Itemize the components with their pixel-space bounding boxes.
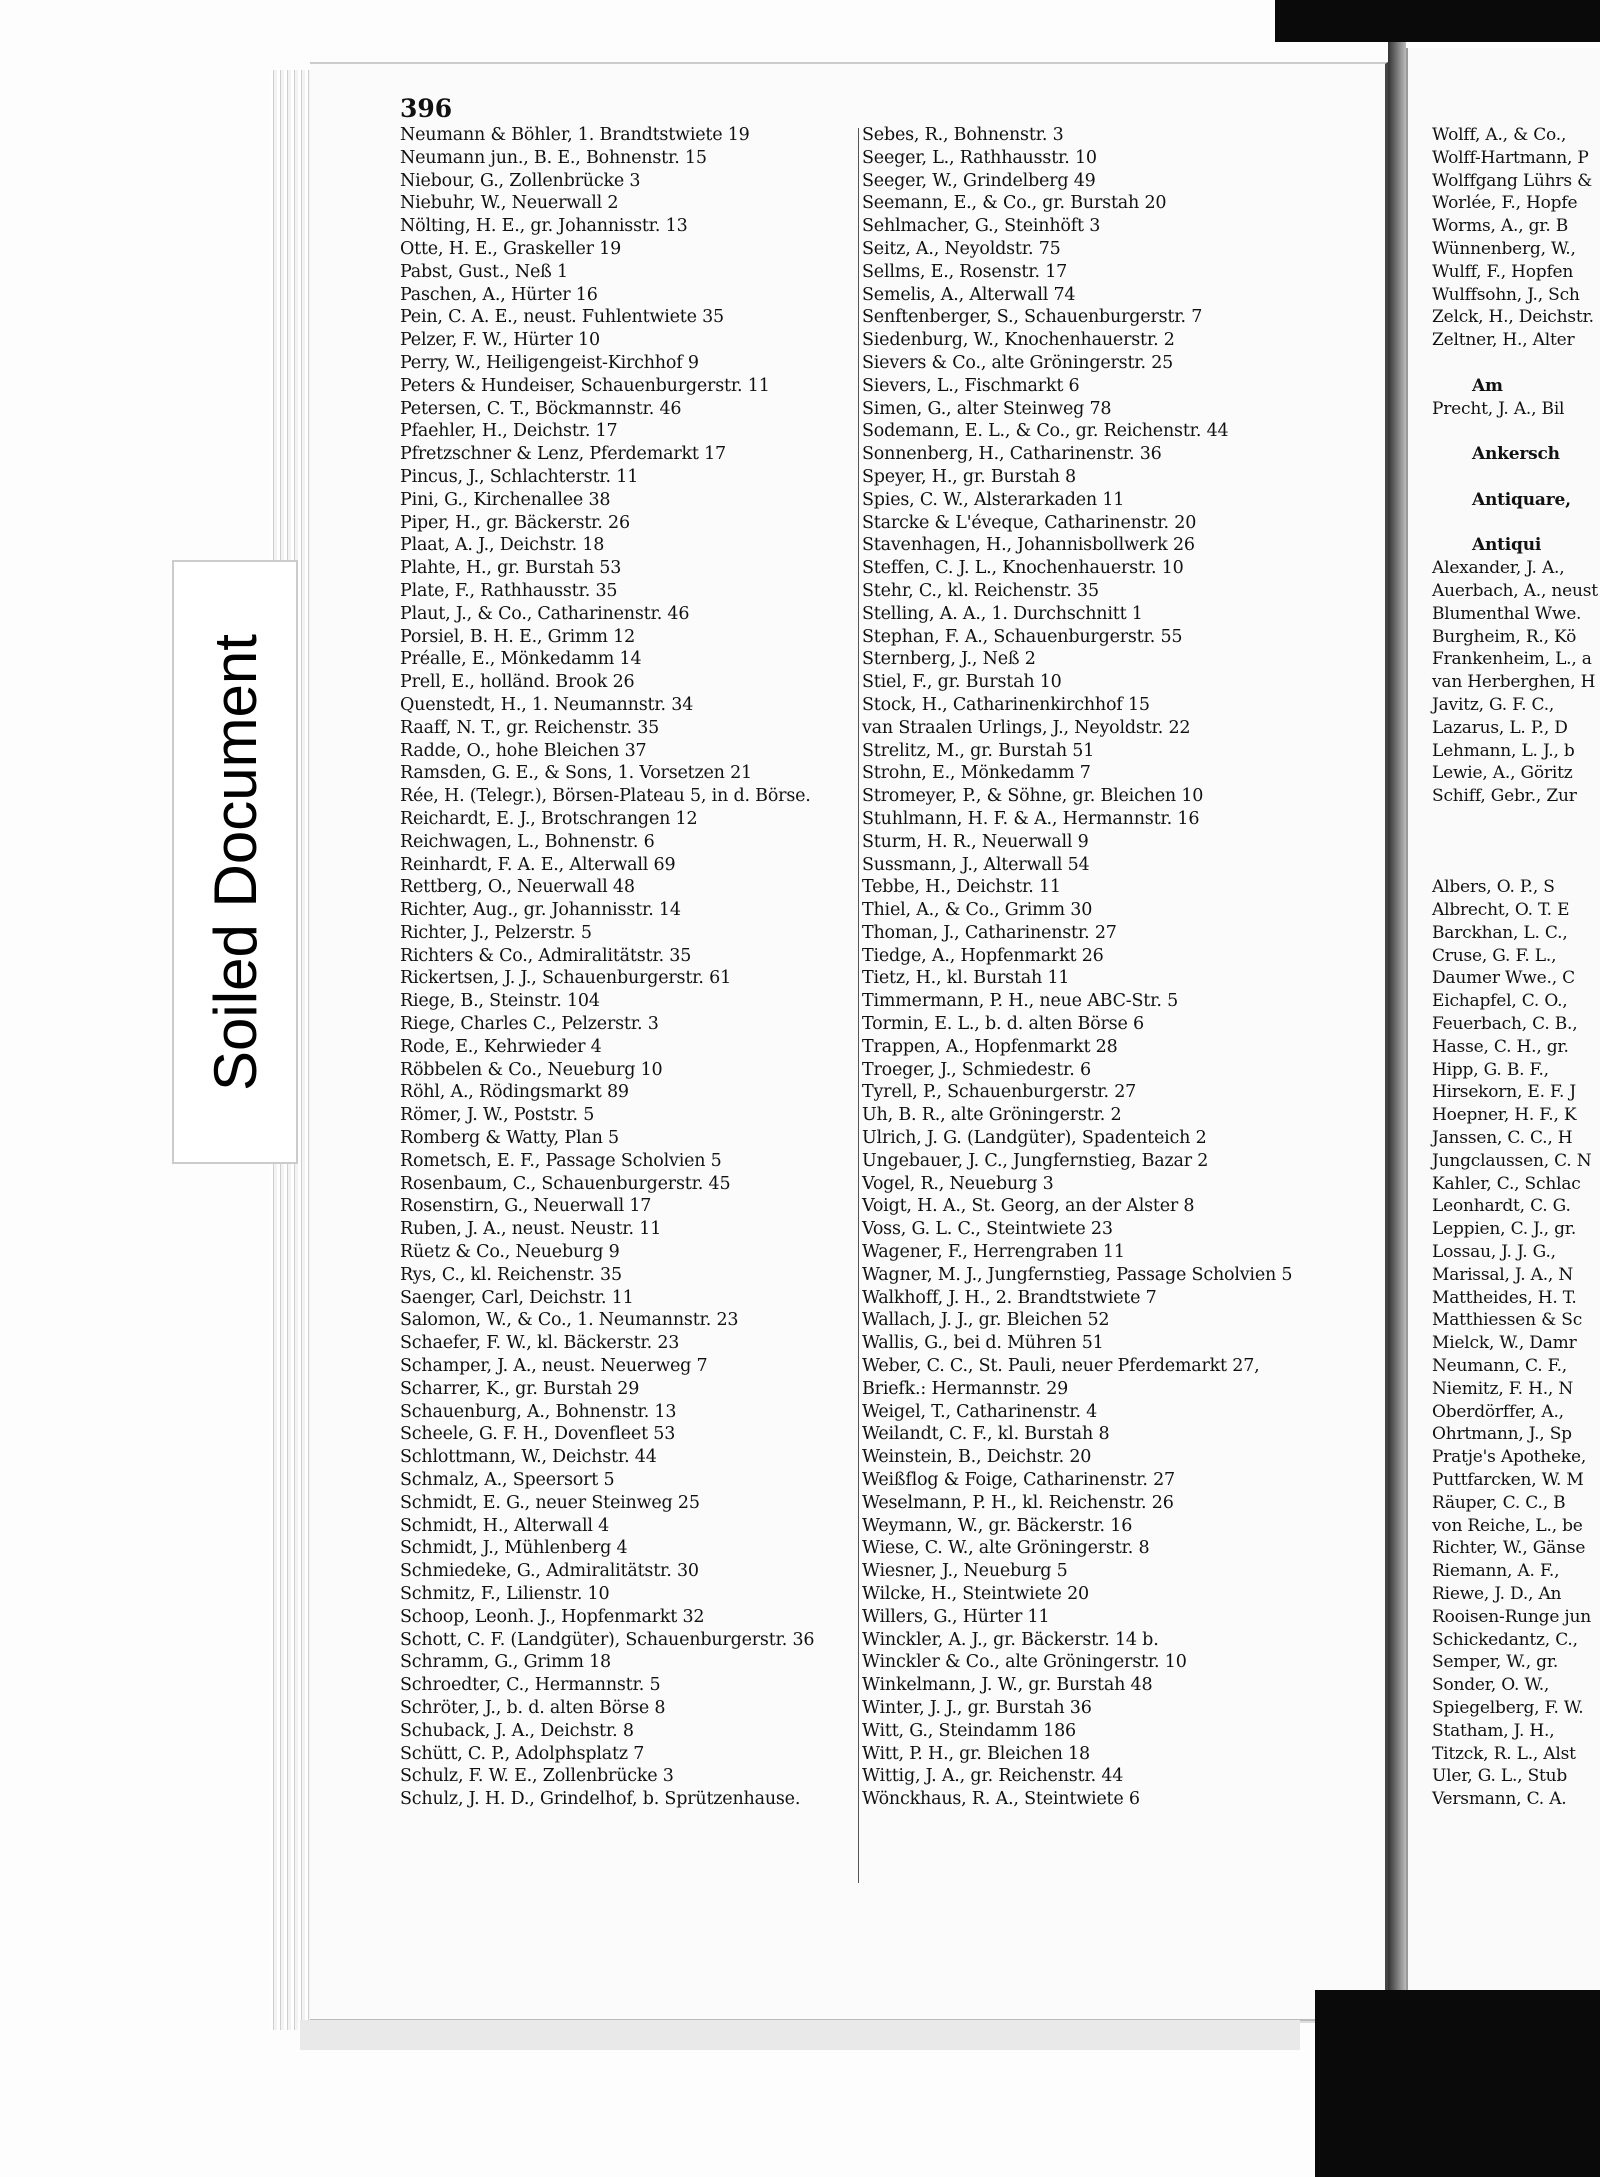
- directory-entry: Riege, Charles C., Pelzerstr. 3: [400, 1014, 659, 1035]
- directory-entry: Lehmann, L. J., b: [1432, 740, 1575, 761]
- directory-entry: Winckler & Co., alte Gröningerstr. 10: [862, 1652, 1187, 1673]
- directory-entry: Niemitz, F. H., N: [1432, 1378, 1573, 1399]
- directory-entry: Plaut, J., & Co., Catharinenstr. 46: [400, 603, 690, 624]
- directory-entry: Neumann & Böhler, 1. Brandtstwiete 19: [400, 125, 750, 145]
- directory-entry: Rosenbaum, C., Schauenburgerstr. 45: [400, 1173, 731, 1194]
- directory-entry: Richter, W., Gänse: [1432, 1538, 1586, 1559]
- directory-entry: Albers, O. P., S: [1432, 877, 1555, 898]
- directory-entry: Perry, W., Heiligengeist-Kirchhof 9: [400, 352, 699, 373]
- directory-entry: Voigt, H. A., St. Georg, an der Alster 8: [862, 1196, 1195, 1217]
- directory-entry: Hasse, C. H., gr.: [1432, 1036, 1569, 1057]
- directory-entry: Uler, G. L., Stub: [1432, 1766, 1568, 1787]
- scan-bottom-shadow: [300, 2020, 1300, 2050]
- directory-entry: Spies, C. W., Alsterarkaden 11: [862, 489, 1125, 510]
- scan-black-border-bottom: [1315, 1990, 1600, 2177]
- directory-entry: Wolffgang Lührs &: [1432, 170, 1593, 191]
- directory-entry: Vogel, R., Neueburg 3: [862, 1173, 1054, 1194]
- directory-entry: Sussmann, J., Alterwall 54: [862, 854, 1090, 875]
- directory-entry: Sehlmacher, G., Steinhöft 3: [862, 216, 1101, 237]
- directory-entry: Weißflog & Foige, Catharinenstr. 27: [862, 1470, 1175, 1491]
- directory-entry: Quenstedt, H., 1. Neumannstr. 34: [400, 694, 694, 715]
- directory-entry: Ramsden, G. E., & Sons, 1. Vorsetzen 21: [400, 763, 752, 784]
- directory-entry: Puttfarcken, W. M: [1432, 1470, 1584, 1491]
- directory-entry: Oberdörffer, A.,: [1432, 1401, 1564, 1422]
- directory-entry: Hirsekorn, E. F. J: [1432, 1082, 1576, 1103]
- directory-entry: Strohn, E., Mönkedamm 7: [862, 763, 1091, 784]
- directory-entry: Schütt, C. P., Adolphsplatz 7: [400, 1743, 645, 1764]
- directory-entry: Sebes, R., Bohnenstr. 3: [862, 125, 1064, 145]
- directory-entry: Worlée, F., Hopfe: [1432, 193, 1578, 214]
- directory-entry: Rettberg, O., Neuerwall 48: [400, 877, 635, 898]
- directory-entry: Wolff-Hartmann, P: [1432, 147, 1589, 168]
- directory-entry: Stelling, A. A., 1. Durchschnitt 1: [862, 603, 1143, 624]
- directory-entry: Niebour, G., Zollenbrücke 3: [400, 170, 641, 191]
- directory-entry: Schott, C. F. (Landgüter), Schauenburgerstr. 36: [400, 1629, 815, 1650]
- directory-entry: Winkelmann, J. W., gr. Burstah 48: [862, 1675, 1153, 1696]
- directory-entry: Seeger, L., Rathhausstr. 10: [862, 147, 1097, 168]
- directory-entry: Albrecht, O. T. E: [1432, 900, 1570, 921]
- directory-entry: Peters & Hundeiser, Schauenburgerstr. 11: [400, 375, 770, 396]
- directory-entry: Piper, H., gr. Bäckerstr. 26: [400, 512, 630, 533]
- directory-entry: Uh, B. R., alte Gröningerstr. 2: [862, 1105, 1122, 1126]
- directory-entry: Rüetz & Co., Neueburg 9: [400, 1242, 620, 1263]
- directory-entry: Sturm, H. R., Neuerwall 9: [862, 831, 1089, 852]
- directory-entry: Weinstein, B., Deichstr. 20: [862, 1447, 1092, 1468]
- directory-entry: Ungebauer, J. C., Jungfernstieg, Bazar 2: [862, 1150, 1209, 1171]
- section-heading: Am: [1472, 375, 1503, 396]
- directory-entry: Otte, H. E., Graskeller 19: [400, 238, 622, 259]
- directory-entry: Wiesner, J., Neueburg 5: [862, 1561, 1068, 1582]
- directory-entry: Riege, B., Steinstr. 104: [400, 991, 600, 1012]
- directory-entry: Mattheides, H. T.: [1432, 1287, 1577, 1308]
- directory-entry: Pfretzschner & Lenz, Pferdemarkt 17: [400, 444, 726, 465]
- directory-entry: Sodemann, E. L., & Co., gr. Reichenstr. 44: [862, 421, 1229, 442]
- directory-column-right: [1432, 124, 1600, 1811]
- directory-entry: Statham, J. H.,: [1432, 1720, 1555, 1741]
- directory-entry: Semelis, A., Alterwall 74: [862, 284, 1076, 305]
- directory-entry: Schmidt, H., Alterwall 4: [400, 1515, 610, 1536]
- directory-entry: Winter, J. J., gr. Burstah 36: [862, 1697, 1092, 1718]
- directory-entry: Trappen, A., Hopfenmarkt 28: [862, 1036, 1118, 1057]
- directory-entry: Schmiedeke, G., Admiralitätstr. 30: [400, 1561, 699, 1582]
- directory-entry: Lewie, A., Göritz: [1432, 763, 1573, 784]
- directory-entry: Ruben, J. A., neust. Neustr. 11: [400, 1219, 662, 1240]
- directory-entry: Rode, E., Kehrwieder 4: [400, 1036, 602, 1057]
- directory-entry: Pratje's Apotheke,: [1432, 1447, 1587, 1468]
- directory-entry: Neumann, C. F.,: [1432, 1356, 1568, 1377]
- directory-entry: Wagner, M. J., Jungfernstieg, Passage Scholvien 5: [862, 1264, 1293, 1285]
- directory-entry: Tiedge, A., Hopfenmarkt 26: [862, 945, 1104, 966]
- directory-entry: Feuerbach, C. B.,: [1432, 1014, 1578, 1035]
- directory-entry: Zelck, H., Deichstr.: [1432, 307, 1594, 328]
- directory-entry: Wallis, G., bei d. Mühren 51: [862, 1333, 1104, 1354]
- directory-entry: Wiese, C. W., alte Gröningerstr. 8: [862, 1538, 1150, 1559]
- directory-entry: Wolff, A., & Co.,: [1432, 125, 1567, 145]
- directory-entry: Tormin, E. L., b. d. alten Börse 6: [862, 1014, 1144, 1035]
- directory-entry: Sternberg, J., Neß 2: [862, 649, 1036, 670]
- directory-entry: Schiff, Gebr., Zur: [1432, 786, 1577, 807]
- directory-entry: Reinhardt, F. A. E., Alterwall 69: [400, 854, 676, 875]
- directory-entry: Röbbelen & Co., Neueburg 10: [400, 1059, 663, 1080]
- directory-entry: Schramm, G., Grimm 18: [400, 1652, 611, 1673]
- directory-entry: Salomon, W., & Co., 1. Neumannstr. 23: [400, 1310, 739, 1331]
- directory-entry: Ohrtmann, J., Sp: [1432, 1424, 1572, 1445]
- directory-entry: Weselmann, P. H., kl. Reichenstr. 26: [862, 1492, 1174, 1513]
- directory-entry: Stuhlmann, H. F. & A., Hermannstr. 16: [862, 808, 1200, 829]
- directory-entry: Witt, P. H., gr. Bleichen 18: [862, 1743, 1090, 1764]
- directory-entry: Weymann, W., gr. Bäckerstr. 16: [862, 1515, 1133, 1536]
- directory-entry: Schickedantz, C.,: [1432, 1629, 1578, 1650]
- directory-entry: Wagener, F., Herrengraben 11: [862, 1242, 1125, 1263]
- directory-entry: Wallach, J. J., gr. Bleichen 52: [862, 1310, 1110, 1331]
- directory-entry: Steffen, C. J. L., Knochenhauerstr. 10: [862, 558, 1184, 579]
- directory-entry: Tyrell, P., Schauenburgerstr. 27: [862, 1082, 1137, 1103]
- directory-entry: Niebuhr, W., Neuerwall 2: [400, 193, 619, 214]
- directory-entry: Schroedter, C., Hermannstr. 5: [400, 1675, 661, 1696]
- directory-entry: Stephan, F. A., Schauenburgerstr. 55: [862, 626, 1183, 647]
- directory-entry: Romberg & Watty, Plan 5: [400, 1128, 619, 1149]
- directory-entry: Riemann, A. F.,: [1432, 1561, 1560, 1582]
- directory-entry: Thoman, J., Catharinenstr. 27: [862, 922, 1117, 943]
- directory-entry: Lazarus, L. P., D: [1432, 717, 1568, 738]
- directory-entry: Seitz, A., Neyoldstr. 75: [862, 238, 1061, 259]
- blank-line: [1432, 512, 1600, 535]
- directory-entry: Sellms, E., Rosenstr. 17: [862, 261, 1068, 282]
- directory-entry: Rickertsen, J. J., Schauenburgerstr. 61: [400, 968, 731, 989]
- directory-entry: Walkhoff, J. H., 2. Brandtstwiete 7: [862, 1287, 1157, 1308]
- directory-entry: Spiegelberg, F. W.: [1432, 1697, 1584, 1718]
- directory-entry: Strelitz, M., gr. Burstah 51: [862, 740, 1095, 761]
- directory-entry: Thiel, A., & Co., Grimm 30: [862, 900, 1093, 921]
- directory-entry: Wulffsohn, J., Sch: [1432, 284, 1580, 305]
- directory-entry: Schulz, F. W. E., Zollenbrücke 3: [400, 1766, 674, 1787]
- directory-entry: Saenger, Carl, Deichstr. 11: [400, 1287, 634, 1308]
- directory-entry: Richters & Co., Admiralitätstr. 35: [400, 945, 692, 966]
- directory-entry: Barckhan, L. C.,: [1432, 922, 1568, 943]
- directory-entry: Schmidt, J., Mühlenberg 4: [400, 1538, 628, 1559]
- section-heading: Antiqui: [1472, 535, 1542, 556]
- directory-entry: Schaefer, F. W., kl. Bäckerstr. 23: [400, 1333, 680, 1354]
- directory-entry: Pabst, Gust., Neß 1: [400, 261, 568, 282]
- directory-entry: Leppien, C. J., gr.: [1432, 1219, 1577, 1240]
- directory-entry: Lossau, J. J. G.,: [1432, 1242, 1556, 1263]
- book-gutter: [1388, 40, 1406, 2060]
- directory-entry: Raaff, N. T., gr. Reichenstr. 35: [400, 717, 660, 738]
- directory-entry: Briefk.: Hermannstr. 29: [862, 1378, 1069, 1399]
- directory-entry: Starcke & L'éveque, Catharinenstr. 20: [862, 512, 1197, 533]
- directory-entry: Tebbe, H., Deichstr. 11: [862, 877, 1061, 898]
- directory-entry: Alexander, J. A.,: [1432, 558, 1565, 579]
- section-heading: Ankersch: [1472, 444, 1560, 465]
- directory-entry: Reichwagen, L., Bohnenstr. 6: [400, 831, 655, 852]
- directory-entry: Worms, A., gr. B: [1432, 216, 1569, 237]
- directory-entry: Wönckhaus, R. A., Steintwiete 6: [862, 1789, 1140, 1810]
- directory-entry: Cruse, G. F. L.,: [1432, 945, 1557, 966]
- directory-entry: Rée, H. (Telegr.), Börsen-Plateau 5, in d. Börse.: [400, 786, 811, 807]
- directory-entry: Semper, W., gr.: [1432, 1652, 1559, 1673]
- directory-entry: Schulz, J. H. D., Grindelhof, b. Sprützenhause.: [400, 1789, 801, 1810]
- directory-entry: Richter, J., Pelzerstr. 5: [400, 922, 592, 943]
- blank-line: [1432, 420, 1600, 443]
- directory-entry: Sievers & Co., alte Gröningerstr. 25: [862, 352, 1174, 373]
- directory-entry: Blumenthal Wwe.: [1432, 603, 1582, 624]
- directory-entry: Schmalz, A., Speersort 5: [400, 1470, 615, 1491]
- directory-entry: Scharrer, K., gr. Burstah 29: [400, 1378, 640, 1399]
- directory-column-middle: [862, 124, 1382, 1811]
- directory-entry: Römer, J. W., Poststr. 5: [400, 1105, 595, 1126]
- directory-entry: Tietz, H., kl. Burstah 11: [862, 968, 1070, 989]
- directory-entry: Sonnenberg, H., Catharinenstr. 36: [862, 444, 1162, 465]
- directory-entry: Stavenhagen, H., Johannisbollwerk 26: [862, 535, 1195, 556]
- directory-entry: Rometsch, E. F., Passage Scholvien 5: [400, 1150, 722, 1171]
- directory-entry: Pfaehler, H., Deichstr. 17: [400, 421, 618, 442]
- directory-entry: Seeger, W., Grindelberg 49: [862, 170, 1096, 191]
- directory-entry: Senftenberger, S., Schauenburgerstr. 7: [862, 307, 1203, 328]
- directory-entry: Wünnenberg, W.,: [1432, 238, 1576, 259]
- directory-entry: von Reiche, L., be: [1432, 1515, 1583, 1536]
- directory-entry: Schoop, Leonh. J., Hopfenmarkt 32: [400, 1606, 705, 1627]
- directory-entry: Stock, H., Catharinenkirchhof 15: [862, 694, 1150, 715]
- directory-entry: Pini, G., Kirchenallee 38: [400, 489, 611, 510]
- directory-entry: Paschen, A., Hürter 16: [400, 284, 598, 305]
- directory-entry: Pein, C. A. E., neust. Fuhlentwiete 35: [400, 307, 724, 328]
- directory-entry: Reichardt, E. J., Brotschrangen 12: [400, 808, 698, 829]
- directory-entry: Schmidt, E. G., neuer Steinweg 25: [400, 1492, 700, 1513]
- scan-black-border-top: [1275, 0, 1600, 42]
- directory-entry: Eichapfel, C. O.,: [1432, 991, 1568, 1012]
- directory-entry: Neumann jun., B. E., Bohnenstr. 15: [400, 147, 707, 168]
- directory-entry: van Straalen Urlings, J., Neyoldstr. 22: [862, 717, 1191, 738]
- directory-entry: Pelzer, F. W., Hürter 10: [400, 330, 600, 351]
- directory-entry: Siedenburg, W., Knochenhauerstr. 2: [862, 330, 1175, 351]
- directory-entry: Préalle, E., Mönkedamm 14: [400, 649, 642, 670]
- blank-line: [1432, 352, 1600, 375]
- page-number: 396: [400, 94, 453, 123]
- directory-entry: Stiel, F., gr. Burstah 10: [862, 672, 1062, 693]
- directory-entry: Plaat, A. J., Deichstr. 18: [400, 535, 605, 556]
- directory-entry: Hipp, G. B. F.,: [1432, 1059, 1549, 1080]
- directory-entry: Speyer, H., gr. Burstah 8: [862, 466, 1076, 487]
- directory-entry: Precht, J. A., Bil: [1432, 398, 1565, 419]
- directory-entry: Schlottmann, W., Deichstr. 44: [400, 1447, 657, 1468]
- directory-entry: Jungclaussen, C. N: [1432, 1150, 1592, 1171]
- blank-line: [1432, 808, 1600, 831]
- directory-entry: Richter, Aug., gr. Johannisstr. 14: [400, 900, 681, 921]
- directory-entry: Leonhardt, C. G.: [1432, 1196, 1571, 1217]
- directory-entry: Wilcke, H., Steintwiete 20: [862, 1584, 1089, 1604]
- column-divider: [858, 128, 859, 1883]
- directory-entry: Prell, E., holländ. Brook 26: [400, 672, 635, 693]
- directory-entry: van Herberghen, H: [1432, 672, 1596, 693]
- directory-entry: Pincus, J., Schlachterstr. 11: [400, 466, 639, 487]
- directory-entry: Schröter, J., b. d. alten Börse 8: [400, 1697, 666, 1718]
- directory-entry: Versmann, C. A.: [1432, 1789, 1567, 1810]
- directory-entry: Petersen, C. T., Böckmannstr. 46: [400, 398, 682, 419]
- directory-entry: Riewe, J. D., An: [1432, 1584, 1562, 1604]
- directory-entry: Porsiel, B. H. E., Grimm 12: [400, 626, 636, 647]
- blank-line: [1432, 466, 1600, 489]
- soiled-document-stamp: [172, 560, 298, 1164]
- directory-entry: Mielck, W., Damr: [1432, 1333, 1577, 1354]
- directory-entry: Schamper, J. A., neust. Neuerweg 7: [400, 1356, 708, 1377]
- directory-entry: Titzck, R. L., Alst: [1432, 1743, 1576, 1764]
- directory-entry: Sonder, O. W.,: [1432, 1675, 1550, 1696]
- directory-entry: Rys, C., kl. Reichenstr. 35: [400, 1264, 622, 1285]
- directory-entry: Rooisen-Runge jun: [1432, 1606, 1591, 1627]
- directory-entry: Ulrich, J. G. (Landgüter), Spadenteich 2: [862, 1128, 1207, 1149]
- directory-entry: Simen, G., alter Steinweg 78: [862, 398, 1112, 419]
- directory-entry: Weber, C. C., St. Pauli, neuer Pferdemarkt 27,: [862, 1356, 1260, 1377]
- directory-entry: Röhl, A., Rödingsmarkt 89: [400, 1082, 629, 1103]
- directory-entry: Janssen, C. C., H: [1432, 1128, 1573, 1149]
- directory-entry: Radde, O., hohe Bleichen 37: [400, 740, 647, 761]
- directory-entry: Wulff, F., Hopfen: [1432, 261, 1574, 282]
- blank-line: [1432, 854, 1600, 877]
- directory-entry: Plate, F., Rathhausstr. 35: [400, 580, 618, 601]
- directory-entry: Sievers, L., Fischmarkt 6: [862, 375, 1080, 396]
- directory-entry: Rosenstirn, G., Neuerwall 17: [400, 1196, 652, 1217]
- directory-entry: Seemann, E., & Co., gr. Burstah 20: [862, 193, 1167, 214]
- directory-entry: Javitz, G. F. C.,: [1432, 694, 1555, 715]
- section-heading: Antiquare,: [1472, 489, 1571, 510]
- directory-entry: Marissal, J. A., N: [1432, 1264, 1573, 1285]
- directory-entry: Winckler, A. J., gr. Bäckerstr. 14 b.: [862, 1629, 1159, 1650]
- directory-entry: Zeltner, H., Alter: [1432, 330, 1575, 351]
- directory-entry: Burgheim, R., Kö: [1432, 626, 1577, 647]
- directory-entry: Weilandt, C. F., kl. Burstah 8: [862, 1424, 1110, 1445]
- directory-entry: Witt, G., Steindamm 186: [862, 1720, 1076, 1741]
- directory-entry: Schmitz, F., Lilienstr. 10: [400, 1584, 610, 1604]
- directory-entry: Weigel, T., Catharinenstr. 4: [862, 1401, 1098, 1422]
- directory-entry: Matthiessen & Sc: [1432, 1310, 1583, 1331]
- directory-entry: Nölting, H. E., gr. Johannisstr. 13: [400, 216, 688, 237]
- directory-entry: Auerbach, A., neust: [1432, 580, 1598, 601]
- directory-entry: Willers, G., Hürter 11: [862, 1606, 1050, 1627]
- blank-line: [1432, 831, 1600, 854]
- directory-entry: Timmermann, P. H., neue ABC-Str. 5: [862, 991, 1179, 1012]
- directory-entry: Wittig, J. A., gr. Reichenstr. 44: [862, 1766, 1124, 1787]
- directory-entry: Plahte, H., gr. Burstah 53: [400, 558, 622, 579]
- directory-entry: Hoepner, H. F., K: [1432, 1105, 1577, 1126]
- directory-entry: Schauenburg, A., Bohnenstr. 13: [400, 1401, 677, 1422]
- directory-entry: Scheele, G. F. H., Dovenfleet 53: [400, 1424, 676, 1445]
- directory-entry: Kahler, C., Schlac: [1432, 1173, 1581, 1194]
- directory-entry: Frankenheim, L., a: [1432, 649, 1592, 670]
- directory-entry: Schuback, J. A., Deichstr. 8: [400, 1720, 634, 1741]
- directory-entry: Daumer Wwe., C: [1432, 968, 1575, 989]
- directory-entry: Voss, G. L. C., Steintwiete 23: [862, 1219, 1113, 1240]
- directory-entry: Stehr, C., kl. Reichenstr. 35: [862, 580, 1099, 601]
- directory-entry: Troeger, J., Schmiedestr. 6: [862, 1059, 1091, 1080]
- stamp-label: Soiled Document: [201, 633, 269, 1091]
- directory-entry: Räuper, C. C., B: [1432, 1492, 1566, 1513]
- directory-column-left: [400, 124, 860, 1811]
- directory-entry: Stromeyer, P., & Söhne, gr. Bleichen 10: [862, 786, 1204, 807]
